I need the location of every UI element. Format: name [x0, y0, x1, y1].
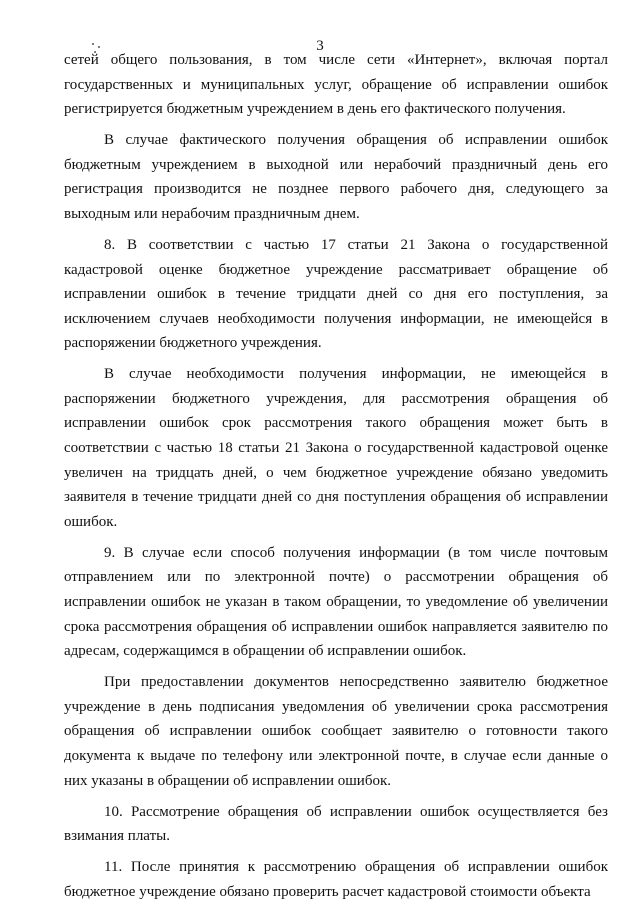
paragraph-weekend-registration: В случае фактического получения обращения об исправлении ошибок бюджетным учреждением в выходной или нерабочий праздничный день его регистрация производится не позднее первого рабочего дня, следующего за выходным или нерабочим праздничным днем. [64, 132, 608, 222]
paragraph-item-9: 9. В случае если способ получения информации (в том числе почтовым отправлением или по электронной почте) о рассмотрении обращения об исправлении ошибок не указан в таком обращении, то уведомление об увеличении срока рассмотрения обращения об исправлении ошибок направляется заявителю по адресам, содержащимся в обращении об исправлении ошибок. [64, 544, 608, 660]
page-number: 3 [316, 38, 324, 54]
paragraph-item-10: 10. Рассмотрение обращения об исправлении ошибок осуществляется без взимания платы. [64, 803, 608, 845]
document-body [64, 48, 608, 904]
paragraph-item-8: 8. В соответствии с частью 17 статьи 21 Закона о государственной кадастровой оценке бюджетное учреждение рассматривает обращение об исправлении ошибок в течение тридцати дней со дня его поступления, за исключением случаев необходимости получения информации, не имеющейся в распоряжении бюджетного учреждения. [64, 236, 608, 352]
paragraph-continuation: сетей общего пользования, в том числе сети «Интернет», включая портал государственных и муниципальных услуг, обращение об исправлении ошибок регистрируется бюджетным учреждением в день его фактического получения. [64, 52, 608, 118]
paragraph-term-extension: В случае необходимости получения информации, не имеющейся в распоряжении бюджетного учреждения, для рассмотрения обращения об исправлении ошибок срок рассмотрения такого обращения может быть в соответствии с частью 18 статьи 21 Закона о государственной кадастровой оценке увеличен на тридцать дней, о чем бюджетное учреждение обязано уведомить заявителя в течение тридцати дней со дня поступления обращения об исправлении ошибок. [64, 366, 608, 530]
paragraph-direct-delivery: При предоставлении документов непосредственно заявителю бюджетное учреждение в день подписания уведомления об увеличении срока рассмотрения обращения об исправлении ошибок сообщает заявителю о готовности такого документа к выдаче по телефону или электронной почте, в случае если данные о них указаны в обращении об исправлении ошибок. [64, 674, 608, 789]
paragraph-item-11: 11. После принятия к рассмотрению обращения об исправлении ошибок бюджетное учреждение обязано проверить расчет кадастровой стоимости объекта [64, 859, 608, 900]
